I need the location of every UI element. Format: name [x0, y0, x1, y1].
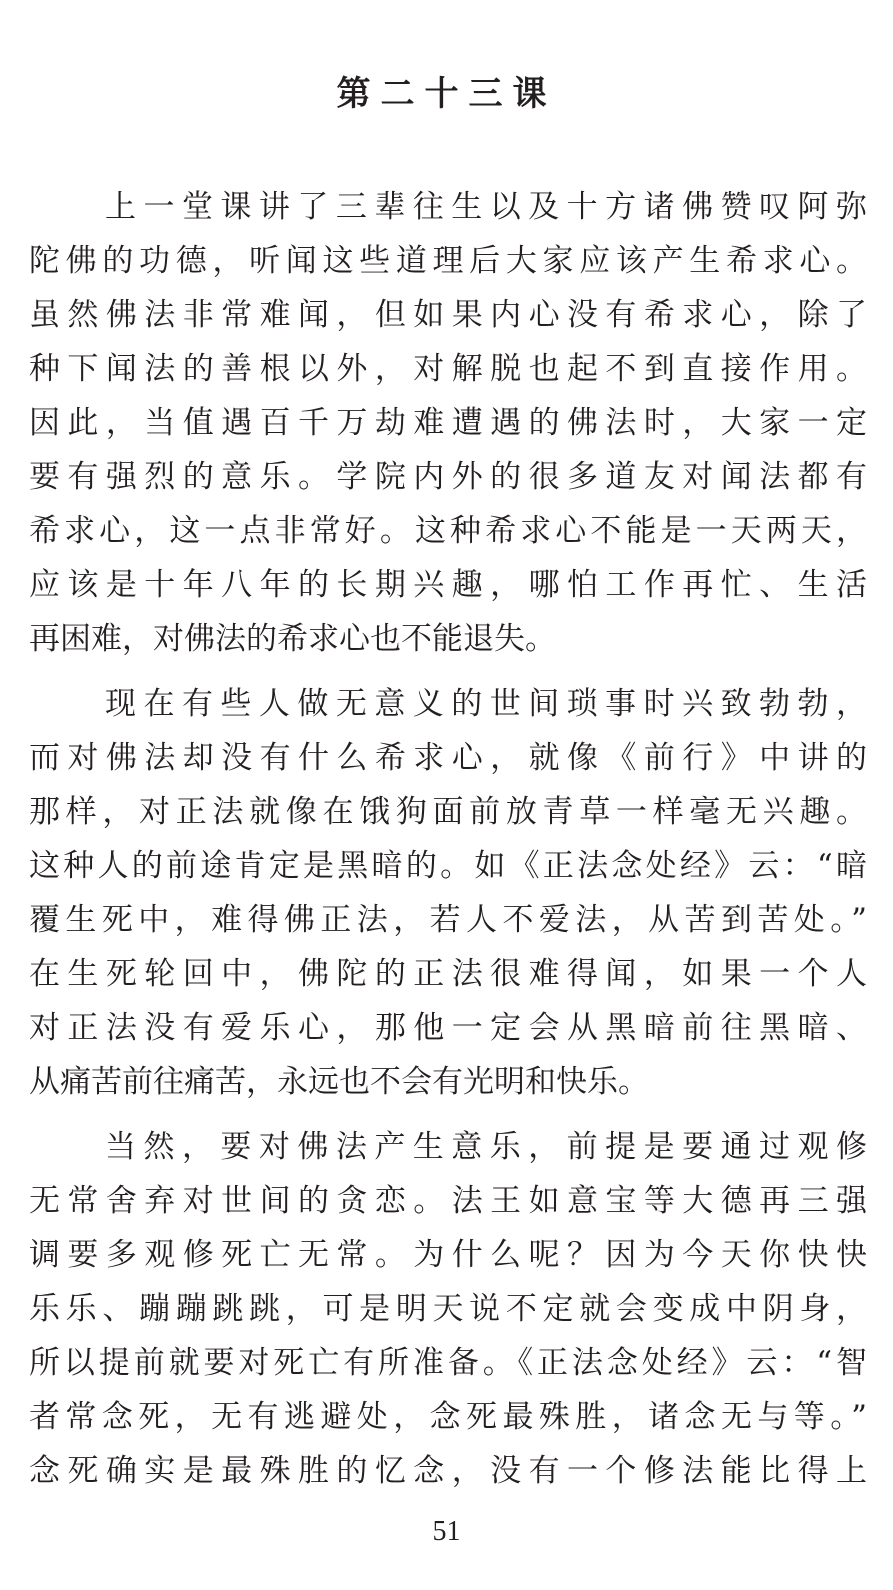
text-line: 从痛苦前往痛苦，永远也不会有光明和快乐。 [29, 1064, 649, 1100]
text-line: 现在有些人做无意义的世间琐事时兴致勃勃， [105, 686, 867, 722]
text-line: 者常念死，无有逃避处，念死最殊胜，诸念无与等。” [29, 1399, 867, 1435]
text-line: 念死确实是最殊胜的忆念，没有一个修法能比得上 [29, 1453, 867, 1489]
text-line: 无常舍弃对世间的贪恋。法王如意宝等大德再三强 [29, 1183, 867, 1219]
text-line: 乐乐、蹦蹦跳跳，可是明天说不定就会变成中阴身， [29, 1291, 867, 1327]
text-line: 要有强烈的意乐。学院内外的很多道友对闻法都有 [29, 459, 867, 495]
text-line: 因此，当值遇百千万劫难遭遇的佛法时，大家一定 [29, 405, 867, 441]
text-line: 对正法没有爱乐心，那他一定会从黑暗前往黑暗、 [29, 1010, 867, 1046]
text-line: 再困难，对佛法的希求心也不能退失。 [29, 621, 556, 657]
text-line: 而对佛法却没有什么希求心，就像《前行》中讲的 [29, 740, 867, 776]
text-line: 覆生死中，难得佛正法，若人不爱法，从苦到苦处。” [29, 902, 867, 938]
page-number: 51 [432, 1516, 461, 1547]
text-line: 希求心，这一点非常好。这种希求心不能是一天两天， [29, 513, 867, 549]
text-line: 陀佛的功德，听闻这些道理后大家应该产生希求心。 [29, 243, 867, 279]
paragraph-1 [29, 180, 867, 666]
text-line: 种下闻法的善根以外，对解脱也起不到直接作用。 [29, 351, 867, 387]
text-line: 上一堂课讲了三辈往生以及十方诸佛赞叹阿弥 [105, 189, 867, 225]
text-line: 虽然佛法非常难闻，但如果内心没有希求心，除了 [29, 297, 867, 333]
lesson-body [29, 180, 867, 1509]
paragraph-3 [29, 1120, 867, 1498]
text-line: 当然，要对佛法产生意乐，前提是要通过观修 [105, 1129, 867, 1165]
text-line: 应该是十年八年的长期兴趣，哪怕工作再忙、生活 [29, 567, 867, 603]
lesson-title: 第二十三课 [336, 74, 557, 114]
text-line: 所以提前就要对死亡有所准备。《正法念处经》云：“智 [29, 1345, 867, 1381]
paragraph-2 [29, 677, 867, 1109]
text-line: 调要多观修死亡无常。为什么呢？因为今天你快快 [29, 1237, 867, 1273]
text-line: 在生死轮回中，佛陀的正法很难得闻，如果一个人 [29, 956, 867, 992]
text-line: 那样，对正法就像在饿狗面前放青草一样毫无兴趣。 [29, 794, 867, 830]
text-line: 这种人的前途肯定是黑暗的。如《正法念处经》云：“暗 [29, 848, 867, 884]
